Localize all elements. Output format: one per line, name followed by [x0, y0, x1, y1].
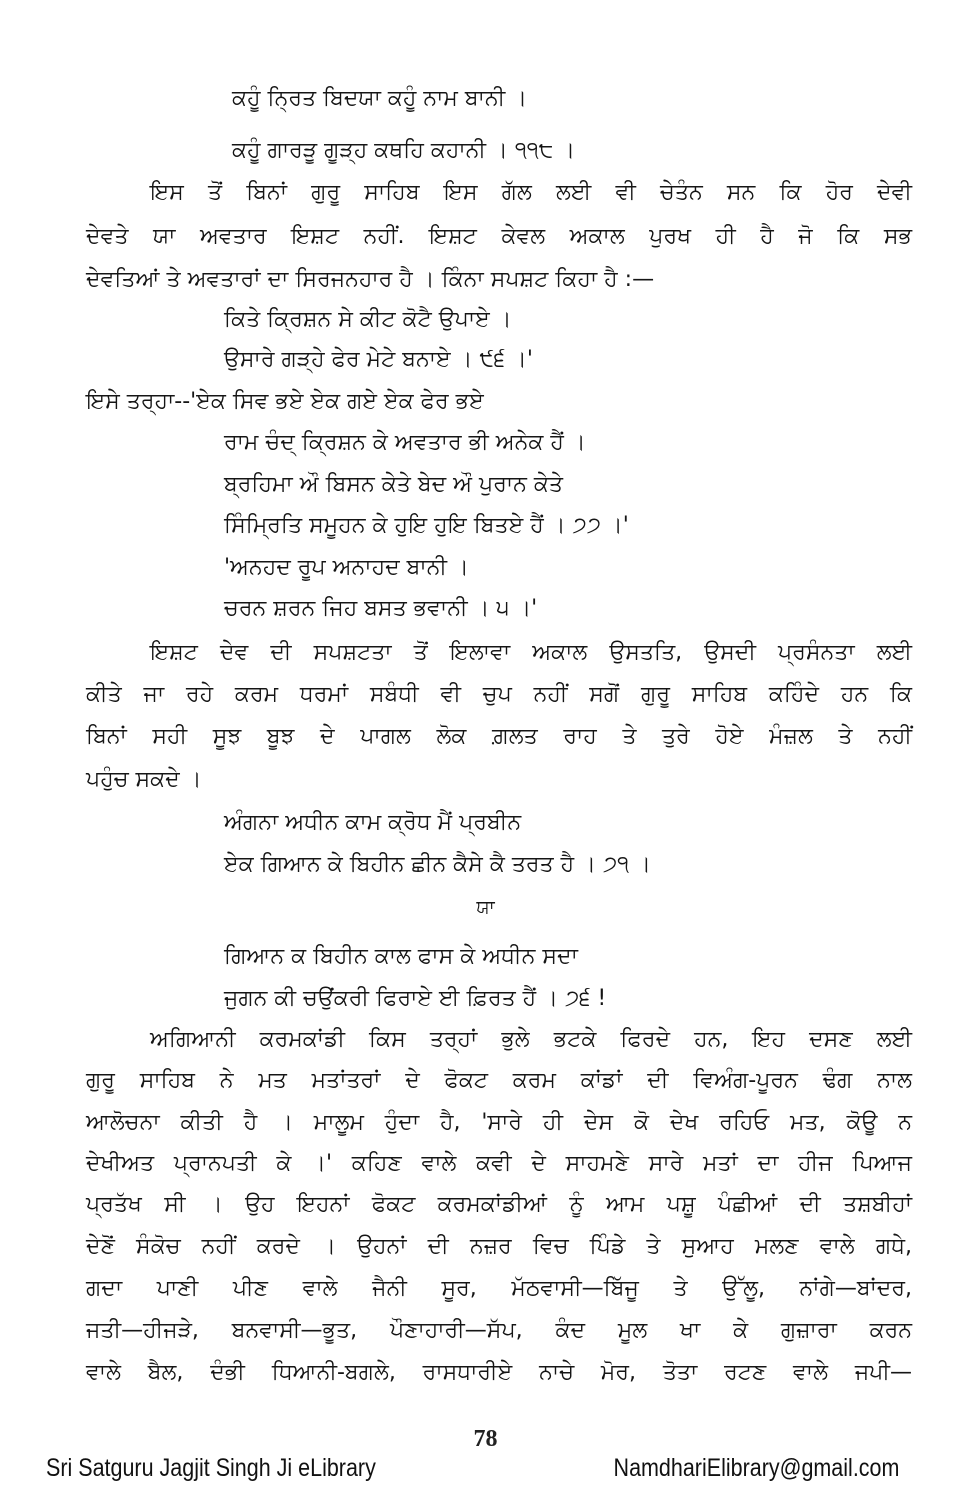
paragraph-line: ਆਲੋਚਨਾ ਕੀਤੀ ਹੈ । ਮਾਲੂਮ ਹੁੰਦਾ ਹੈ, 'ਸਾਰੇ ਹੀ ਦੇਸ ਕੋ ਦੇਖ ਰਹਿਓ ਮਤ, ਕੋਊ ਨ [86, 1110, 912, 1135]
paragraph-line: ਦੇਵਤੇ ਯਾ ਅਵਤਾਰ ਇਸ਼ਟ ਨਹੀਂ. ਇਸ਼ਟ ਕੇਵਲ ਅਕਾਲ ਪੁਰਖ ਹੀ ਹੈ ਜੋ ਕਿ ਸਭ [86, 224, 912, 249]
paragraph-line: ਅਗਿਆਨੀ ਕਰਮਕਾਂਡੀ ਕਿਸ ਤਰ੍ਹਾਂ ਭੁਲੇ ਭਟਕੇ ਫਿਰਦੇ ਹਨ, ਇਹ ਦਸਣ ਲਈ [150, 1027, 912, 1052]
verse-line: ਚਰਨ ਸ਼ਰਨ ਜਿਹ ਬਸਤ ਭਵਾਨੀ । ੫ ।' [224, 596, 538, 621]
paragraph-line: ਗਦਾ ਪਾਣੀ ਪੀਣ ਵਾਲੇ ਜੈਨੀ ਸੂਰ, ਮੱਠਵਾਸੀ—ਬਿੱਜੂ ਤੇ ਉੱਲੂ, ਨਾਂਗੇ—ਬਾਂਦਰ, [86, 1276, 912, 1301]
page-number: 78 [473, 1426, 498, 1452]
paragraph-line: ਪ੍ਰਤੱਖ ਸੀ । ਉਹ ਇਹਨਾਂ ਫੋਕਟ ਕਰਮਕਾਂਡੀਆਂ ਨੂੰ ਆਮ ਪਸ਼ੂ ਪੰਛੀਆਂ ਦੀ ਤਸ਼ਬੀਹਾਂ [86, 1192, 912, 1217]
paragraph-line: ਵਾਲੇ ਬੈਲ, ਦੰਭੀ ਧਿਆਨੀ-ਬਗਲੇ, ਰਾਸਧਾਰੀਏ ਨਾਚੇ ਮੋਰ, ਤੋਤਾ ਰਟਣ ਵਾਲੇ ਜਪੀ— [86, 1360, 912, 1385]
paragraph-line: ਦੇਣੋਂ ਸੰਕੋਚ ਨਹੀਂ ਕਰਦੇ । ਉਹਨਾਂ ਦੀ ਨਜ਼ਰ ਵਿਚ ਪਿੰਡੇ ਤੇ ਸੁਆਹ ਮਲਣ ਵਾਲੇ ਗਧੇ, [86, 1234, 912, 1259]
verse-line: ਕਹੂੰ ਗਾਰੜੂ ਗੂੜ੍ਹ ਕਥਹਿ ਕਹਾਨੀ । ੧੧੮ । [232, 138, 576, 163]
footer-email: NamdhariElibrary@gmail.com [613, 1454, 899, 1482]
verse-line: ਗਿਆਨ ਕ ਬਿਹੀਨ ਕਾਲ ਫਾਸ ਕੇ ਅਧੀਨ ਸਦਾ [224, 944, 578, 969]
footer-library-name: Sri Satguru Jagjit Singh Ji eLibrary [46, 1454, 376, 1482]
verse-line: 'ਅਨਹਦ ਰੂਪ ਅਨਾਹਦ ਬਾਨੀ । [224, 555, 469, 580]
verse-line: ਜੁਗਨ ਕੀ ਚਉਂਕਰੀ ਫਿਰਾਏ ਈ ਫ਼ਿਰਤ ਹੈਂ । ੭੬ ! [224, 986, 607, 1011]
verse-line: ਉਸਾਰੇ ਗੜ੍ਹੇ ਫੇਰ ਮੇਟੇ ਬਨਾਏ । ੯੬ ।' [224, 347, 533, 372]
verse-line: ਕਿਤੇ ਕ੍ਰਿਸ਼ਨ ਸੇ ਕੀਟ ਕੋਟੈ ਉਪਾਏ । [224, 307, 512, 332]
paragraph-line: ਪਹੁੰਚ ਸਕਦੇ । [86, 767, 202, 792]
paragraph-line: ਬਿਨਾਂ ਸਹੀ ਸੂਝ ਬੂਝ ਦੇ ਪਾਗਲ ਲੋਕ ਗ਼ਲਤ ਰਾਹ ਤੇ ਤੁਰੇ ਹੋਏ ਮੰਜ਼ਲ ਤੇ ਨਹੀਂ [86, 724, 912, 749]
verse-line: ਰਾਮ ਚੰਦ੍ ਕ੍ਰਿਸ਼ਨ ਕੇ ਅਵਤਾਰ ਭੀ ਅਨੇਕ ਹੈਂ । [224, 430, 586, 455]
verse-line: ਕਹੂੰ ਨ੍ਰਿਤ ਬਿਦਯਾ ਕਹੂੰ ਨਾਮ ਬਾਨੀ । [232, 86, 528, 111]
paragraph-line: ਦੇਵਤਿਆਂ ਤੇ ਅਵਤਾਰਾਂ ਦਾ ਸਿਰਜਨਹਾਰ ਹੈ । ਕਿੰਨਾ ਸਪਸ਼ਟ ਕਿਹਾ ਹੈ :— [86, 267, 655, 292]
verse-line: ਏਕ ਗਿਆਨ ਕੇ ਬਿਹੀਨ ਛੀਨ ਕੈਸੇ ਕੈ ਤਰਤ ਹੈ । ੭੧ । [224, 852, 651, 877]
paragraph-line: ਜਤੀ—ਹੀਜੜੇ, ਬਨਵਾਸੀ—ਭੂਤ, ਪੌਣਾਹਾਰੀ—ਸੱਪ, ਕੰਦ ਮੂਲ ਖਾ ਕੇ ਗੁਜ਼ਾਰਾ ਕਰਨ [86, 1318, 912, 1343]
verse-line: ਅੰਗਨਾ ਅਧੀਨ ਕਾਮ ਕ੍ਰੋਧ ਮੈਂ ਪ੍ਰਬੀਨ [224, 810, 522, 835]
verse-line: ਬ੍ਰਹਿਮਾ ਔ ਬਿਸਨ ਕੇਤੇ ਬੇਦ ਔ ਪੁਰਾਨ ਕੇਤੇ [224, 472, 563, 497]
verse-line: ਸਿੰਮ੍ਰਿਤਿ ਸਮੂਹਨ ਕੇ ਹੁਇ ਹੁਇ ਬਿਤਏ ਹੈਂ । ੭੭ ।' [224, 513, 629, 538]
paragraph-line: ਇਸ਼ਟ ਦੇਵ ਦੀ ਸਪਸ਼ਟਤਾ ਤੋਂ ਇਲਾਵਾ ਅਕਾਲ ਉਸਤਤਿ, ਉਸਦੀ ਪ੍ਰਸੰਨਤਾ ਲਈ [150, 640, 912, 665]
paragraph-line: ਗੁਰੂ ਸਾਹਿਬ ਨੇ ਮਤ ਮਤਾਂਤਰਾਂ ਦੇ ਫੋਕਟ ਕਰਮ ਕਾਂਡਾਂ ਦੀ ਵਿਅੰਗ-ਪੂਰਨ ਢੰਗ ਨਾਲ [86, 1068, 912, 1093]
paragraph-line: ਦੇਖੀਅਤ ਪ੍ਰਾਨਪਤੀ ਕੇ ।' ਕਹਿਣ ਵਾਲੇ ਕਵੀ ਦੇ ਸਾਹਮਣੇ ਸਾਰੇ ਮਤਾਂ ਦਾ ਹੀਜ ਪਿਆਜ [86, 1151, 912, 1176]
paragraph-line: ਕੀਤੇ ਜਾ ਰਹੇ ਕਰਮ ਧਰਮਾਂ ਸਬੰਧੀ ਵੀ ਚੁਪ ਨਹੀਂ ਸਗੋਂ ਗੁਰੂ ਸਾਹਿਬ ਕਹਿੰਦੇ ਹਨ ਕਿ [86, 682, 912, 707]
paragraph-line: ਇਸੇ ਤਰ੍ਹਾ--'ਏਕ ਸਿਵ ਭਏ ਏਕ ਗਏ ਏਕ ਫੇਰ ਭਏ [86, 389, 484, 414]
paragraph-line: ਇਸ ਤੋਂ ਬਿਨਾਂ ਗੁਰੂ ਸਾਹਿਬ ਇਸ ਗੱਲ ਲਈ ਵੀ ਚੇਤੰਨ ਸਨ ਕਿ ਹੋਰ ਦੇਵੀ [150, 180, 912, 205]
separator-word: ਯਾ [476, 897, 495, 918]
